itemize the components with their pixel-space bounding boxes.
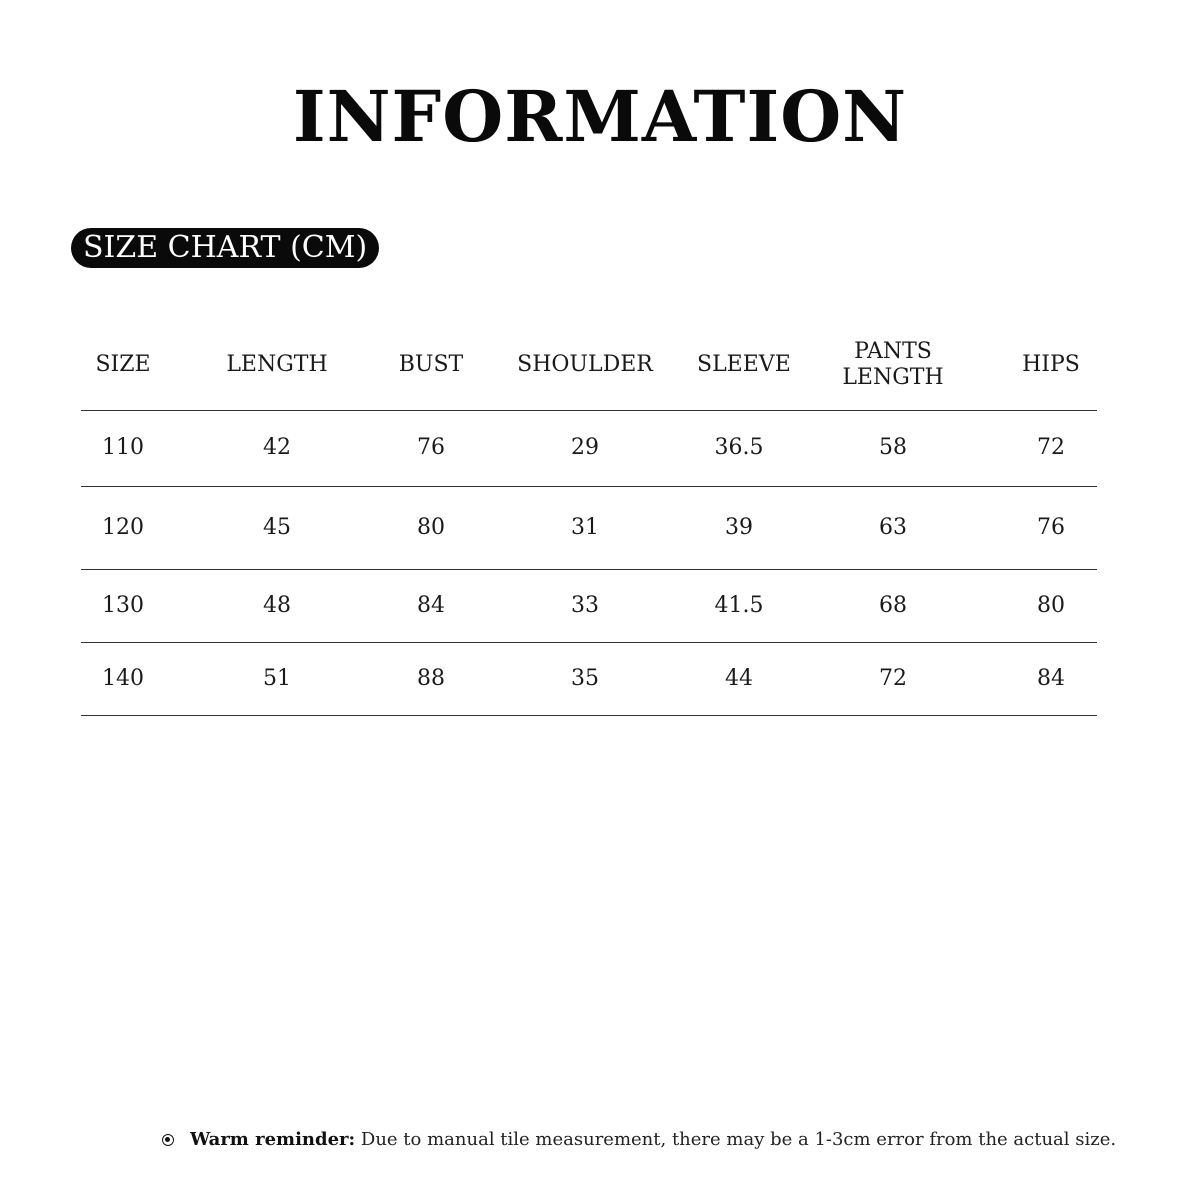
column-header	[389, 352, 473, 378]
table-cell: 48	[263, 592, 291, 618]
reminder-text: Due to manual tile measurement, there may be a 1-3cm error from the actual size.	[355, 1129, 1117, 1150]
header-line-2: HIPS	[1022, 351, 1080, 377]
reminder-label: Warm reminder:	[190, 1129, 356, 1150]
header-line-1: PANTS	[854, 338, 932, 364]
table-cell: 72	[1037, 435, 1065, 461]
table-cell: 42	[263, 435, 291, 461]
header-line-2: LENGTH	[226, 351, 328, 377]
table-cell: 110	[102, 435, 144, 461]
page-title: INFORMATION	[292, 75, 908, 158]
table-cell: 44	[725, 665, 753, 691]
table-row	[81, 411, 1097, 487]
table-cell: 72	[879, 665, 907, 691]
table-header-row	[81, 320, 1097, 411]
header-line-2: SLEEVE	[697, 351, 791, 377]
table-cell: 84	[1037, 665, 1065, 691]
table-cell: 51	[263, 665, 291, 691]
column-header	[165, 352, 389, 378]
table-cell: 31	[571, 514, 599, 540]
table-cell: 120	[102, 514, 144, 540]
table-cell: 39	[725, 514, 753, 540]
table-cell: 68	[879, 592, 907, 618]
table-row	[81, 643, 1097, 716]
table-cell: 41.5	[714, 592, 764, 618]
table-cell: 130	[102, 592, 144, 618]
header-line-2: LENGTH	[842, 365, 944, 390]
column-header	[473, 352, 697, 378]
table-cell: 29	[571, 435, 599, 461]
table-cell: 76	[417, 435, 445, 461]
size-chart-badge: SIZE CHART (CM)	[71, 228, 379, 268]
table-cell: 88	[417, 665, 445, 691]
table-cell: 35	[571, 665, 599, 691]
table-cell: 45	[263, 514, 291, 540]
size-table	[81, 320, 1097, 716]
header-line-2: BUST	[398, 351, 464, 377]
table-cell: 33	[571, 592, 599, 618]
table-row	[81, 487, 1097, 570]
table-cell: 63	[879, 514, 907, 540]
table-cell: 140	[102, 665, 144, 691]
table-cell: 76	[1037, 514, 1065, 540]
radio-icon	[162, 1134, 174, 1146]
column-header	[1005, 352, 1097, 378]
table-cell: 80	[417, 514, 445, 540]
column-header	[81, 352, 165, 378]
column-header	[697, 351, 791, 378]
table-row	[81, 570, 1097, 643]
table-cell: 84	[417, 592, 445, 618]
table-cell: 80	[1037, 592, 1065, 618]
header-line-2: SHOULDER	[517, 351, 653, 377]
warm-reminder	[162, 1129, 1116, 1150]
header-line-2: SIZE	[95, 351, 151, 377]
table-cell: 58	[879, 435, 907, 461]
table-cell: 36.5	[714, 435, 764, 461]
column-header	[781, 339, 1005, 392]
